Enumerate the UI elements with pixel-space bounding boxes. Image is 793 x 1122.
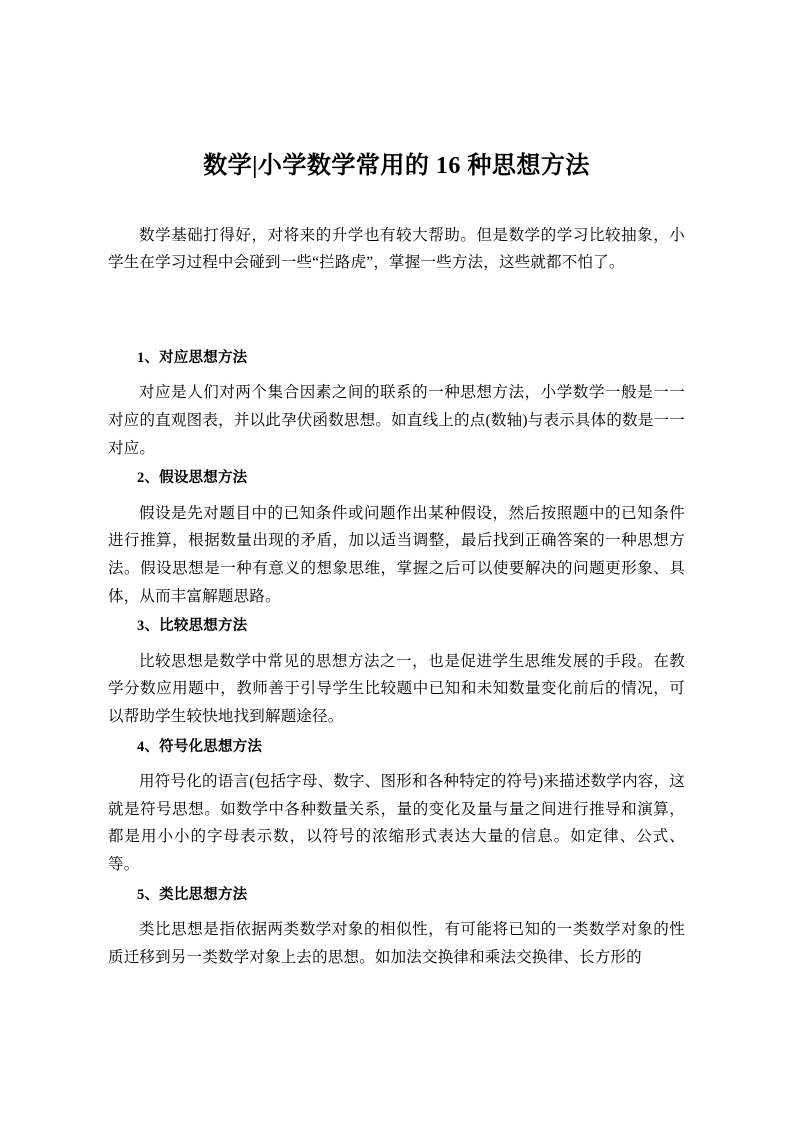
section-1 — [108, 346, 685, 462]
section-body: 用符号化的语言(包括字母、数字、图形和各种特定的符号)来描述数学内容，这就是符号思想。如数学中各种数量关系，量的变化及量与量之间进行推导和演算，都是用小小的字母表示数，以符号的浓缩形式表达大量的信息。如定律、公式、等。 — [108, 773, 685, 873]
section-heading: 4、符号化思想方法 — [137, 738, 263, 755]
page-title: 数学|小学数学常用的 16 种思想方法 — [203, 153, 590, 179]
section-body: 类比思想是指依据两类数学对象的相似性，有可能将已知的一类数学对象的性质迁移到另一类数学对象上去的思想。如加法交换律和乘法交换律、长方形的 — [108, 921, 685, 966]
section-heading: 5、类比思想方法 — [137, 886, 248, 903]
section-heading: 3、比较思想方法 — [137, 618, 248, 635]
section-5 — [108, 883, 685, 972]
section-body: 假设是先对题目中的已知条件或问题作出某种假设，然后按照题中的已知条件进行推算，根据数量出现的矛盾，加以适当调整，最后找到正确答案的一种思想方法。假设思想是一种有意义的想象思维，掌握之后可以使要解决的问题更形象、具体，从而丰富解题思路。 — [108, 504, 685, 605]
intro-paragraph: 数学基础打得好，对将来的升学也有较大帮助。但是数学的学习比较抽象，小学生在学习过程中会碰到一些“拦路虎”，掌握一些方法，这些就都不怕了。 — [108, 226, 685, 271]
section-body: 对应是人们对两个集合因素之间的联系的一种思想方法，小学数学一般是一一对应的直观图表，并以此孕伏函数思想。如直线上的点(数轴)与表示具体的数是一一对应。 — [108, 384, 685, 457]
section-4 — [108, 735, 685, 879]
section-heading: 2、假设思想方法 — [137, 470, 248, 487]
section-body: 比较思想是数学中常见的思想方法之一，也是促进学生思维发展的手段。在教学分数应用题中，教师善于引导学生比较题中已知和未知数量变化前后的情况，可以帮助学生较快地找到解题途径。 — [108, 652, 685, 725]
section-heading: 1、对应思想方法 — [137, 349, 248, 366]
section-3 — [108, 614, 685, 730]
section-2 — [108, 466, 685, 610]
